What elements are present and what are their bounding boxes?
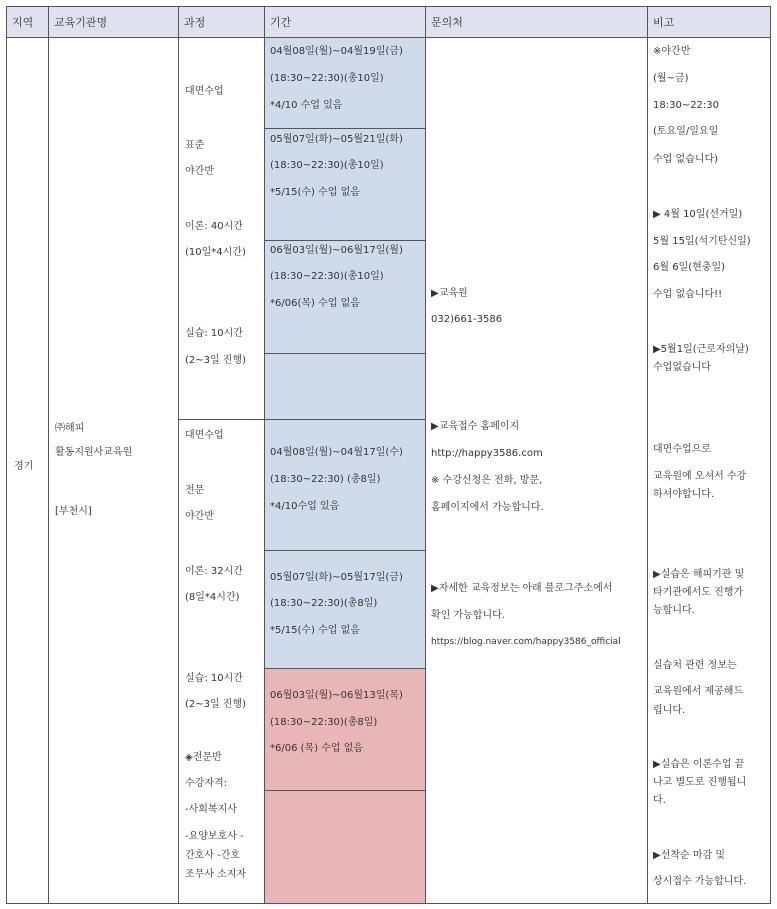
course-standard-practice-detail: (2~3일 진행) <box>185 355 247 366</box>
remark-2: (월~금) <box>653 73 689 84</box>
period-5-date: 05월07일(화)~05월17일(금) <box>270 572 403 583</box>
course-expert-practice-detail: (2~3일 진행) <box>185 699 247 710</box>
period-cell-4 <box>265 354 425 419</box>
course-expert-note-qual: 수강자격: <box>185 778 228 789</box>
period-2-note: *5/15(수) 수업 없음 <box>270 187 360 198</box>
course-standard-practice: 실습: 10시간 <box>185 328 243 339</box>
contact-homepage-note1: ※ 수강신청은 전화, 방문, <box>431 475 543 486</box>
institution-company: ㈜해피 <box>55 423 85 434</box>
remark-9: 수업 없습니다!! <box>653 289 723 300</box>
period-1-note: *4/10 수업 있음 <box>270 100 343 111</box>
course-expert-practice: 실습: 10시간 <box>185 673 243 684</box>
remark-16: 타기관에서도 진행가 <box>653 587 744 598</box>
remark-12: 대면수업으로 <box>653 444 711 455</box>
contact-blog-line1: ▶자세한 교육정보는 아래 블로그주소에서 <box>431 583 613 594</box>
period-cell-8 <box>265 791 425 903</box>
course-expert-note-q2a: -요양보호사 - <box>185 831 244 842</box>
contact-phone: 032)661-3586 <box>431 314 503 325</box>
remark-3: 18:30~22:30 <box>653 100 720 111</box>
contact-homepage-link[interactable]: http://happy3586.com <box>431 448 543 459</box>
contact-homepage-note2: 홈페이지에서 가능합니다. <box>431 502 544 513</box>
contact-homepage-title: ▶교육접수 홈페이지 <box>431 421 520 432</box>
header-institution: 교육기관명 <box>48 6 178 37</box>
period-3-time: (18:30~22:30)(총10일) <box>270 271 384 282</box>
contact-org: ▶교육원 <box>431 288 468 299</box>
period-2-time: (18:30~22:30)(총10일) <box>270 160 384 171</box>
remark-22: 나고 별도로 진행됩니 <box>653 777 747 788</box>
course-expert-note-q2b: 간호사 -간호 <box>185 850 241 861</box>
contact-blog-line2: 확인 가능합니다. <box>431 610 505 621</box>
course-standard-mode: 대면수업 <box>185 86 224 97</box>
period-6-note: *6/06 (목) 수업 없음 <box>270 743 364 754</box>
course-standard-theory: 이론: 40시간 <box>185 221 243 232</box>
course-expert-name1: 전문 <box>185 485 205 496</box>
period-6-time: (18:30~22:30)(총8일) <box>270 717 378 728</box>
header-region: 지역 <box>6 6 48 37</box>
course-expert-name2: 야간반 <box>185 511 214 522</box>
contact-blog-link[interactable]: https://blog.naver.com/happy3586_official <box>431 637 621 647</box>
remark-18: 실습처 관련 정보는 <box>653 660 737 671</box>
period-3-date: 06월03일(월)~06월17일(월) <box>270 245 403 256</box>
remark-5: 수업 없습니다) <box>653 154 719 165</box>
header-period: 기간 <box>264 6 425 37</box>
remark-24: ▶선착순 마감 및 <box>653 850 726 861</box>
remark-4: (토요일/일요일 <box>653 126 719 137</box>
remark-11: 수업없습니다 <box>653 362 711 373</box>
period-1-time: (18:30~22:30)(총10일) <box>270 73 384 84</box>
period-4-time: (18:30~22:30) (총8일) <box>270 474 381 485</box>
course-standard-theory-detail: (10일*4시간) <box>185 247 246 258</box>
header-contact: 문의처 <box>425 6 647 37</box>
period-5-note: *5/15(수) 수업 없음 <box>270 625 360 636</box>
region-text: 경기 <box>14 461 34 472</box>
period-1-date: 04월08일(월)~04월19일(금) <box>270 46 403 57</box>
course-expert-note-title: ◈전문반 <box>185 752 222 763</box>
course-standard-name1: 표준 <box>185 140 205 151</box>
institution-name: 활동지원사교육원 <box>55 447 133 458</box>
course-standard-name2: 야간반 <box>185 166 214 177</box>
remark-1: ※야간반 <box>653 46 691 57</box>
header-remarks: 비고 <box>647 6 771 37</box>
remark-7: 5월 15일(석기탄신일) <box>653 236 751 247</box>
remark-23: 다. <box>653 795 666 806</box>
period-4-note: *4/10수업 있음 <box>270 501 340 512</box>
course-expert-note-q2c: 조무사 소지자 <box>185 869 247 880</box>
remark-20: 립니다. <box>653 705 686 716</box>
remark-13: 교육원에 오셔서 수강 <box>653 471 747 482</box>
course-expert-theory: 이론: 32시간 <box>185 566 243 577</box>
remark-8: 6월 6일(현충일) <box>653 262 726 273</box>
remark-10: ▶5월1일(근로자의날) <box>653 344 749 355</box>
period-3-note: *6/06(목) 수업 없음 <box>270 298 360 309</box>
period-2-date: 05월07일(화)~05월21일(화) <box>270 134 403 145</box>
remark-21: ▶실습은 이론수업 끝 <box>653 759 745 770</box>
course-expert-mode: 대면수업 <box>185 430 224 441</box>
course-expert-theory-detail: (8일*4시간) <box>185 592 240 603</box>
remark-19: 교육원에서 제공해드 <box>653 686 744 697</box>
institution-location: [부천시] <box>55 506 92 517</box>
header-course: 과정 <box>178 6 264 37</box>
period-6-date: 06월03일(월)~06월13일(목) <box>270 690 403 701</box>
period-4-date: 04월08일(월)~04월17일(수) <box>270 447 403 458</box>
remark-25: 상시접수 가능합니다. <box>653 876 747 887</box>
remark-15: ▶실습은 해피기관 및 <box>653 569 745 580</box>
remark-17: 능합니다. <box>653 605 695 616</box>
course-expert-note-q1: -사회복지사 <box>185 804 237 815</box>
remark-14: 하셔야합니다. <box>653 489 715 500</box>
remark-6: ▶ 4월 10일(선거일) <box>653 209 743 220</box>
period-5-time: (18:30~22:30)(총8일) <box>270 598 378 609</box>
